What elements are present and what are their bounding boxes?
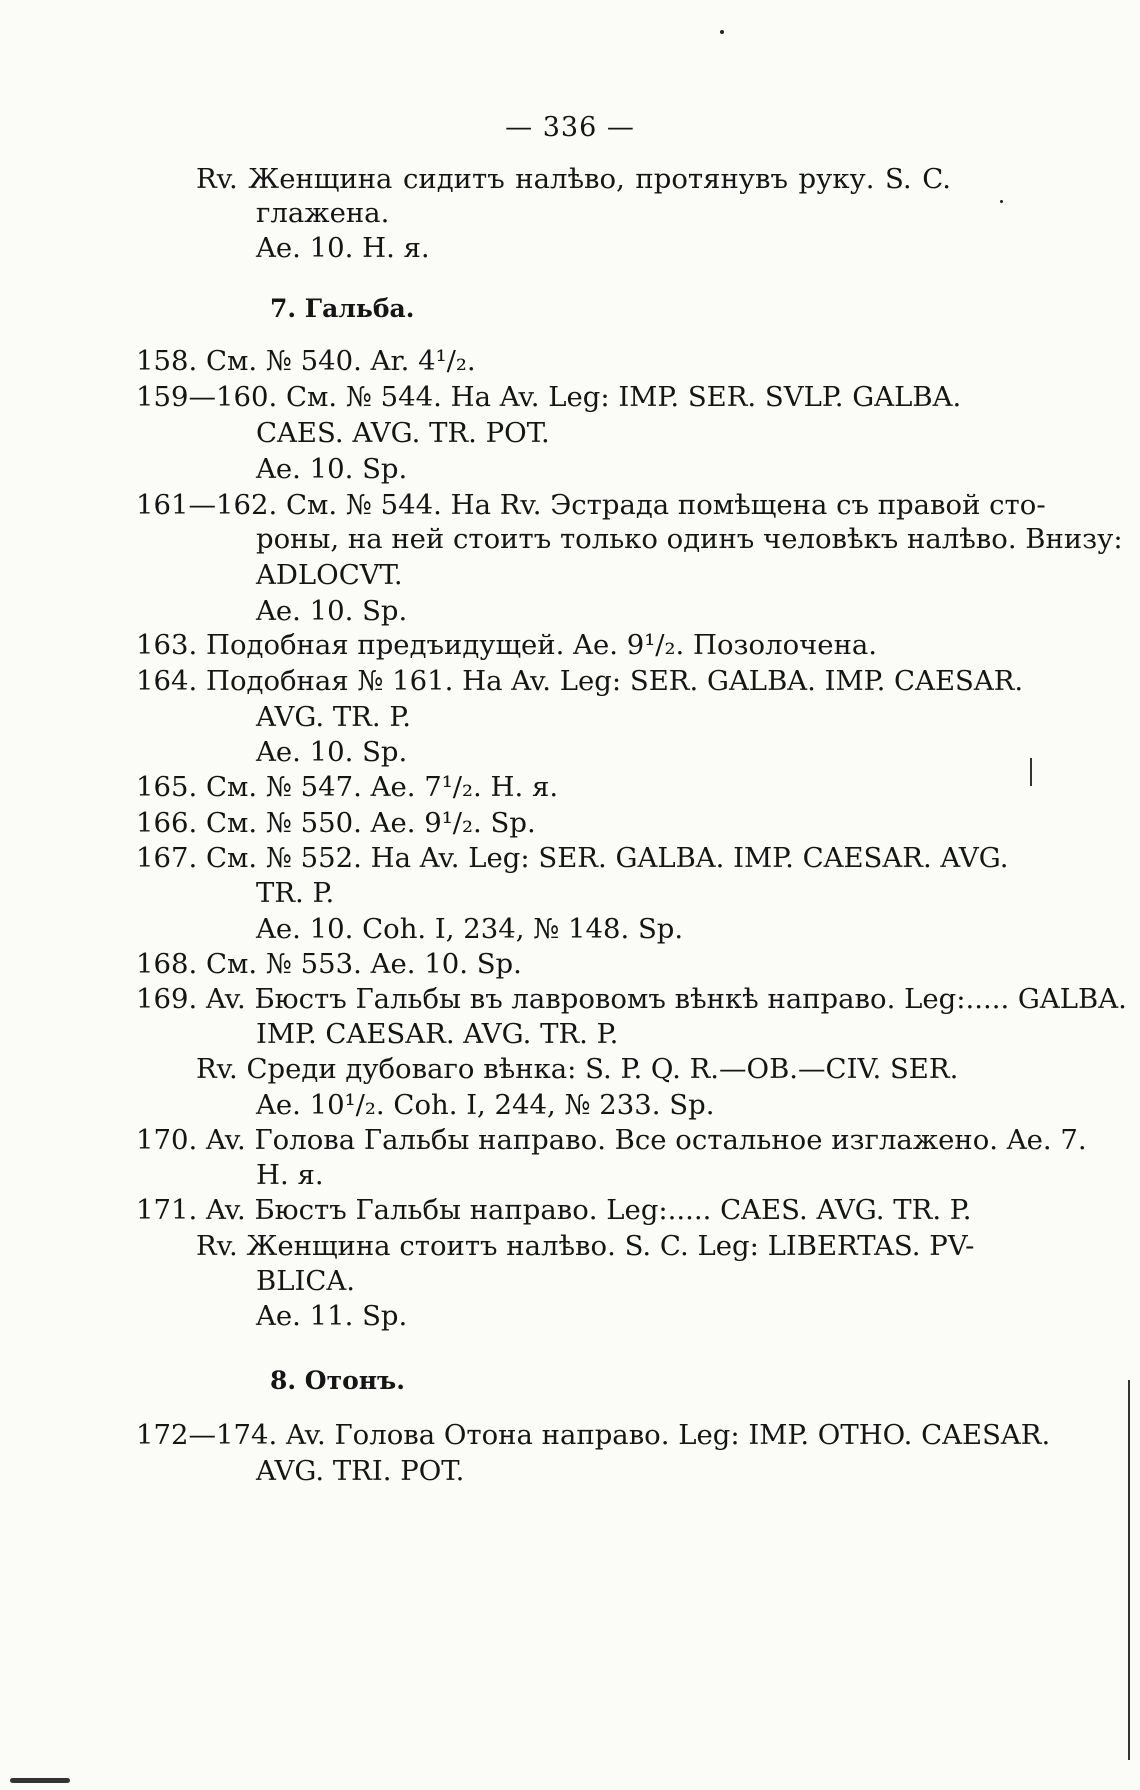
entry-line: Rv. Женщина стоитъ налѣво. S. C. Leg: LIBERTAS. PV-: [196, 1230, 975, 1262]
entry-line: 161—162. См. № 544. На Rv. Эстрада помѣщена съ правой сто-: [136, 489, 1046, 521]
entry-line: Ae. 11. Sp.: [256, 1300, 408, 1332]
entry-line: 165. См. № 547. Ae. 7¹/₂. H. я.: [136, 771, 559, 803]
entry-line: Ae. 10. Sp.: [256, 595, 408, 627]
entry-line: Ae. 10. Sp.: [256, 736, 408, 768]
page-corner-mark: [10, 1778, 70, 1783]
entry-line: 169. Av. Бюстъ Гальбы въ лавровомъ вѣнкѣ направо. Leg:..... GALBA.: [136, 983, 1127, 1015]
entry-line: 170. Av. Голова Гальбы направо. Все остальное изглажено. Ae. 7.: [136, 1124, 1087, 1156]
entry-line: H. я.: [256, 1159, 324, 1191]
page-edge-line: [1128, 1380, 1130, 1760]
entry-line: 171. Av. Бюстъ Гальбы направо. Leg:..... CAES. AVG. TR. P.: [136, 1194, 972, 1226]
section-heading: 7. Гальба.: [270, 294, 415, 323]
entry-line: 163. Подобная предъидущей. Ae. 9¹/₂. Позолочена.: [136, 629, 878, 661]
scan-speck: [720, 30, 724, 34]
entry-line: Rv. Среди дубоваго вѣнка: S. P. Q. R.—OB.—CIV. SER.: [196, 1053, 959, 1085]
margin-mark: [1030, 758, 1032, 786]
page-number: — 336 —: [505, 112, 635, 143]
entry-line: 158. См. № 540. Ar. 4¹/₂.: [136, 345, 476, 377]
entry-line: 167. См. № 552. На Av. Leg: SER. GALBA. IMP. CAESAR. AVG.: [136, 842, 1009, 874]
entry-line: IMP. CAESAR. AVG. TR. P.: [256, 1018, 619, 1050]
entry-line: TR. P.: [256, 877, 335, 909]
entry-line: CAES. AVG. TR. POT.: [256, 417, 550, 449]
entry-line: AVG. TR. P.: [256, 701, 412, 733]
text-line: Rv. Женщина сидитъ налѣво, протянувъ руку. S. C.: [196, 163, 951, 195]
section-heading: 8. Отонъ.: [270, 1366, 405, 1395]
entry-line: BLICA.: [256, 1265, 355, 1297]
entry-line: 159—160. См. № 544. На Av. Leg: IMP. SER. SVLP. GALBA.: [136, 381, 962, 413]
entry-line: ADLOCVT.: [256, 559, 403, 591]
entry-line: 168. См. № 553. Ae. 10. Sp.: [136, 948, 522, 980]
entry-line: Ae. 10. Sp.: [256, 453, 408, 485]
entry-line: роны, на ней стоитъ только одинъ человѣкъ налѣво. Внизу:: [256, 523, 1123, 555]
entry-line: 166. См. № 550. Ae. 9¹/₂. Sp.: [136, 807, 536, 839]
scan-speck: [1000, 200, 1003, 203]
text-line: Ae. 10. H. я.: [256, 232, 430, 264]
text-line: глажена.: [256, 197, 390, 229]
entry-line: 164. Подобная № 161. На Av. Leg: SER. GALBA. IMP. CAESAR.: [136, 665, 1024, 697]
entry-line: Ae. 10¹/₂. Coh. I, 244, № 233. Sp.: [256, 1089, 715, 1121]
entry-line: AVG. TRI. POT.: [256, 1455, 465, 1487]
entry-line: 172—174. Av. Голова Отона направо. Leg: IMP. OTHO. CAESAR.: [136, 1419, 1051, 1451]
entry-line: Ae. 10. Coh. I, 234, № 148. Sp.: [256, 913, 684, 945]
